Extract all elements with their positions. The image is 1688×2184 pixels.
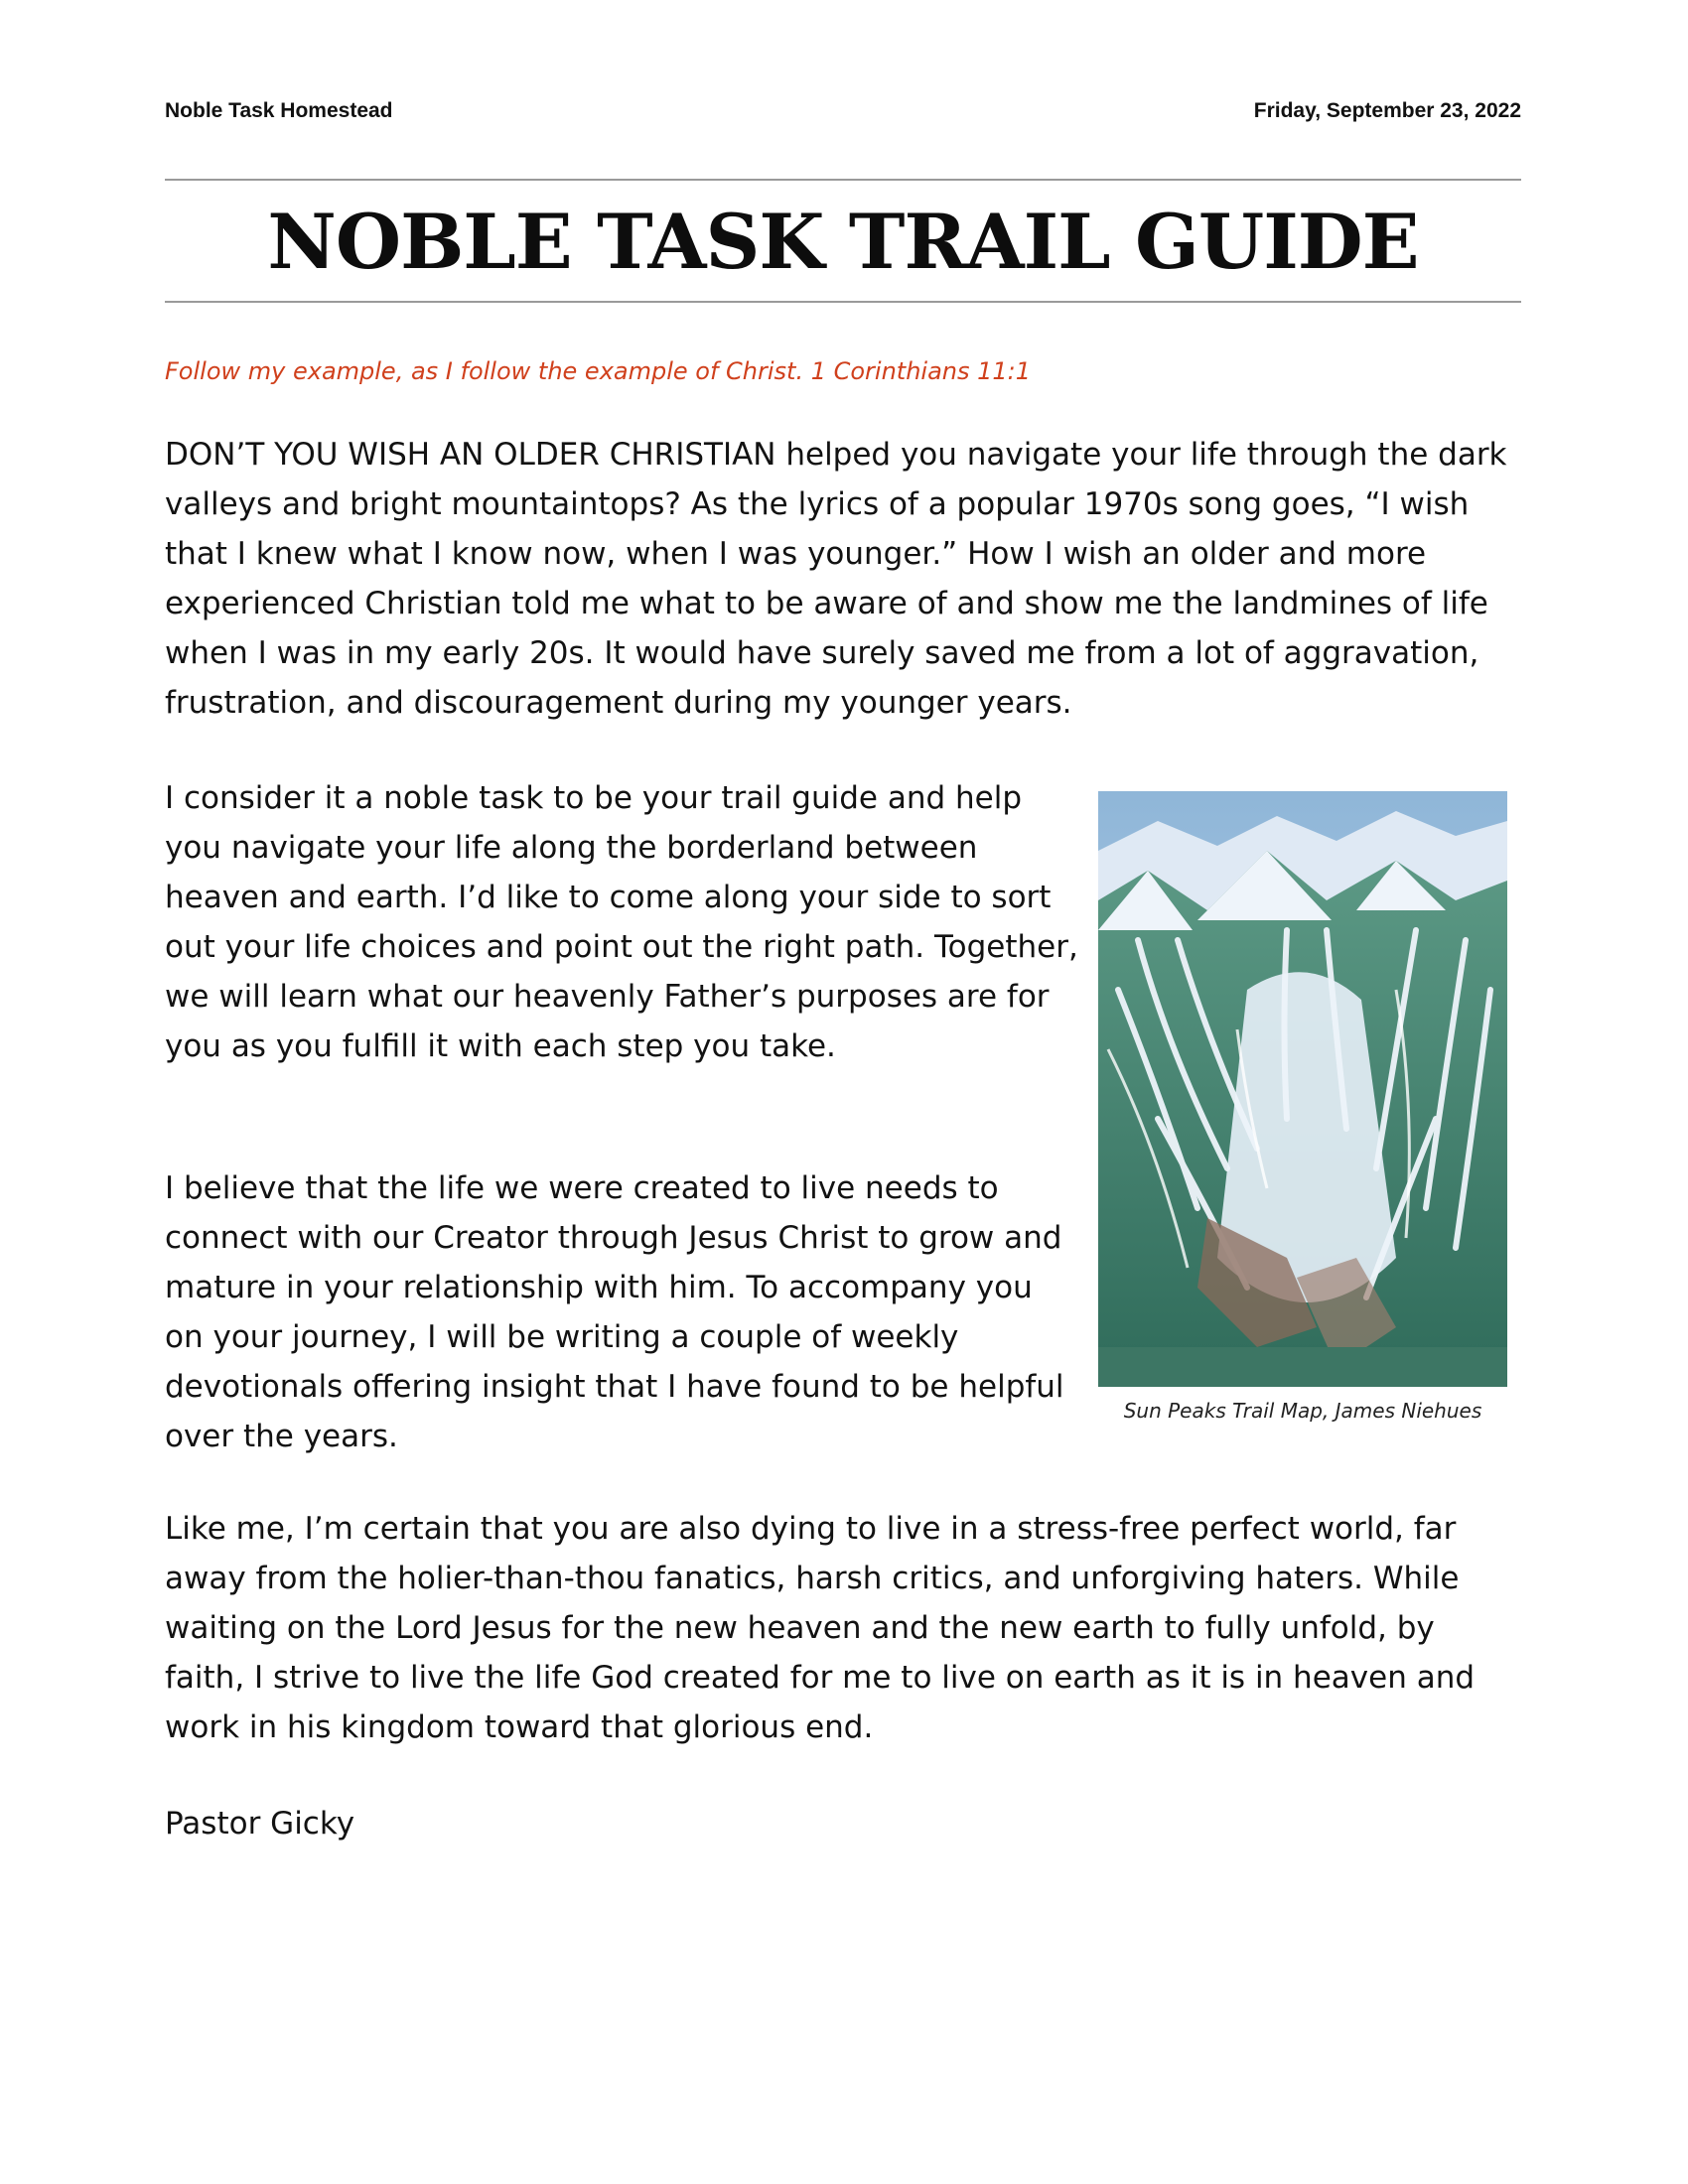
paragraph-intro: DON’T YOU WISH AN OLDER CHRISTIAN helped you navigate your life through the dark valleys and bright mountaintops? As the lyrics of a popular 1970s song goes, “I wish that I knew what I know now, when I was younger.” How I wish an older and more experienced Christian told me what to be aware of and show me the landmines of life when I was in my early 20s. It would have surely saved me from a lot of aggravation, frustration, and discouragement during my younger years. (165, 437, 1507, 721)
publisher-name: Noble Task Homestead (165, 99, 393, 122)
title-top-divider (165, 179, 1521, 181)
paragraph-closing: Like me, I’m certain that you are also dying to live in a stress-free perfect world, far away from the holier-than-thou fanatics, harsh critics, and unforgiving haters. While waiting on the Lord Jesus for the new heaven and the new earth to fully unfold, by faith, I strive to live the life God created for me to live on earth as it is in heaven and work in his kingdom toward that glorious end. (165, 1511, 1476, 1745)
document-page (165, 0, 1521, 2184)
paragraph-creator: I believe that the life we were created to live needs to connect with our Creator through Jesus Christ to grow and mature in your relationship with him. To accompany you on your journey, I will be writing a couple of weekly devotionals offering insight that I have found to be helpful over the years. (165, 1170, 1064, 1454)
signature: Pastor Gicky (165, 1806, 355, 1842)
page-header (165, 99, 1521, 129)
paragraph-trail-guide: I consider it a noble task to be your trail guide and help you navigate your life along the borderland between heaven and earth. I’d like to come along your side to sort out your life choices and point out the right path. Together, we will learn what our heavenly Father’s purposes are for you as you fulfill it with each step you take. (165, 780, 1078, 1064)
trail-map-figure (1098, 791, 1507, 1423)
page-title: NOBLE TASK TRAIL GUIDE (267, 198, 1419, 286)
publication-date: Friday, September 23, 2022 (1253, 99, 1521, 122)
title-bottom-divider (165, 301, 1521, 303)
figure-caption: Sun Peaks Trail Map, James Niehues (1123, 1399, 1482, 1423)
scripture-verse: Follow my example, as I follow the example of Christ. 1 Corinthians 11:1 (165, 357, 1032, 385)
trail-map-image (1098, 791, 1507, 1387)
